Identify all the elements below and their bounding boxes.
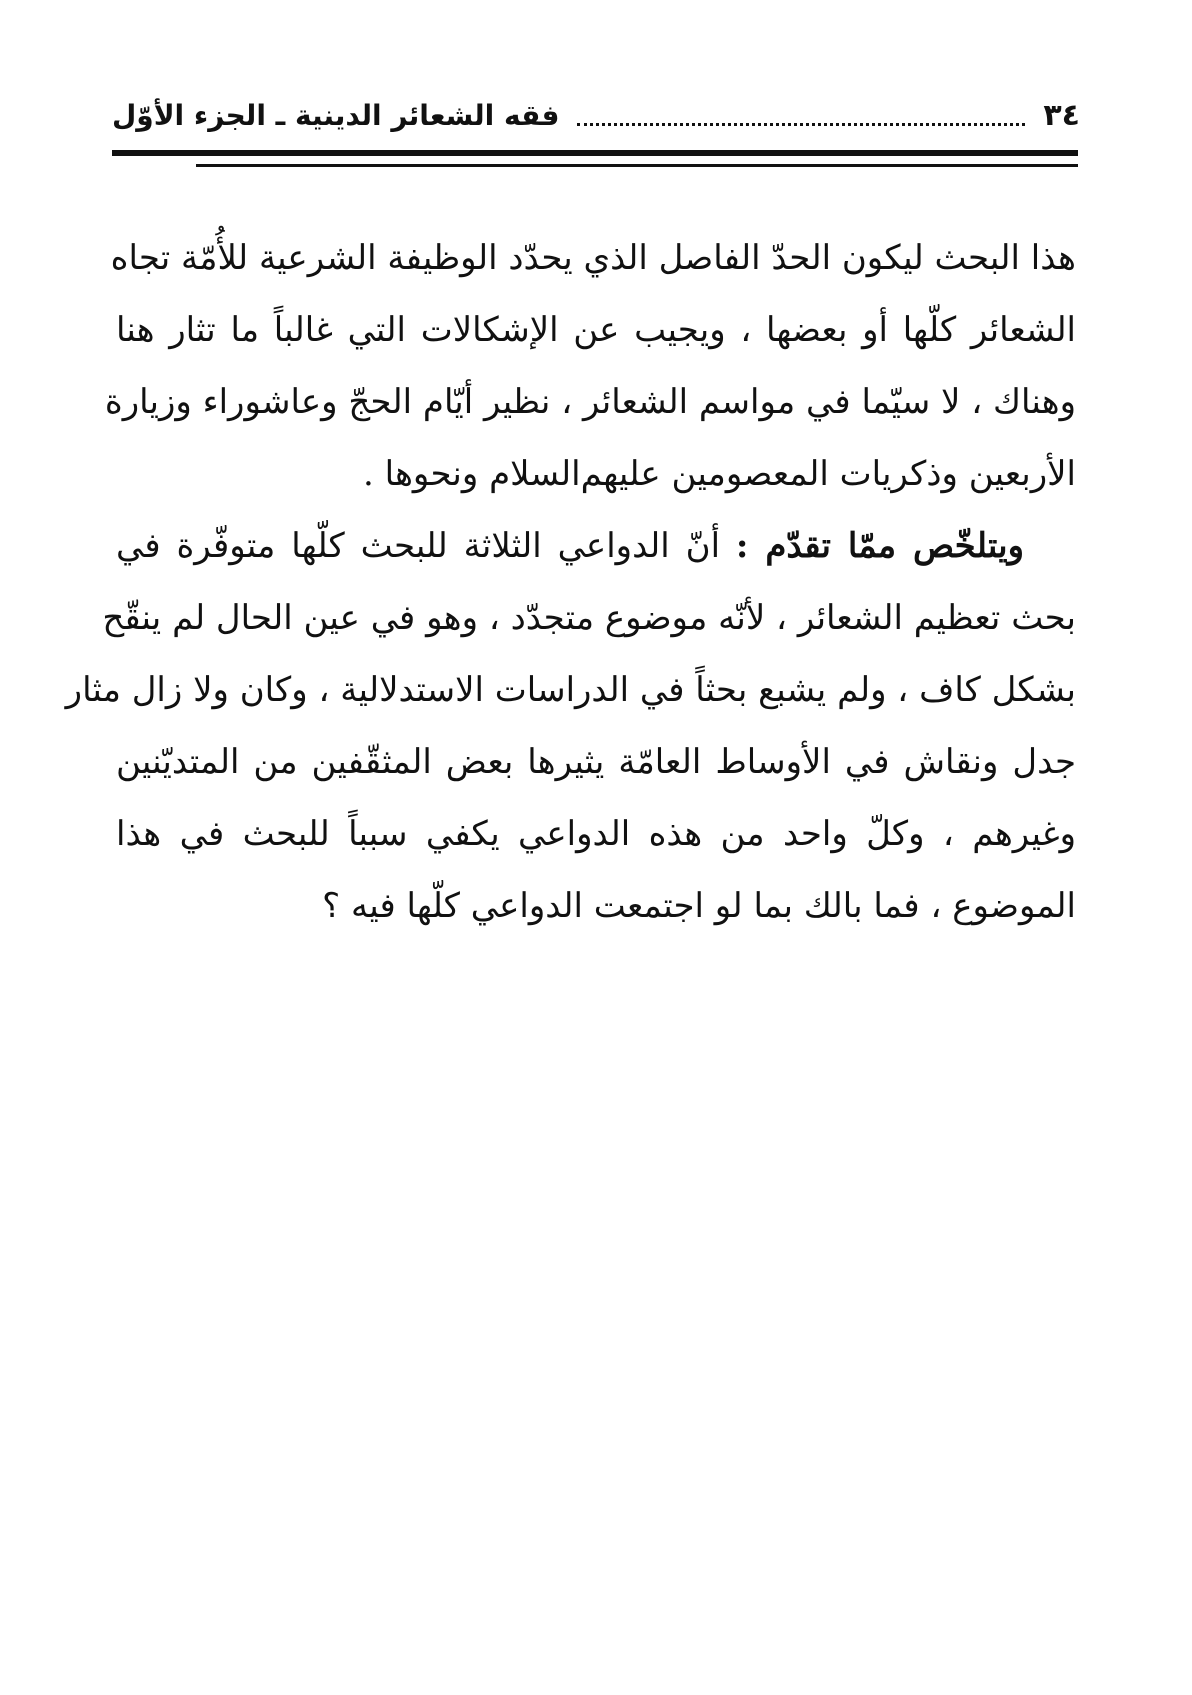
text-line: الموضوع ، فما بالك بما لو اجتمعت الدواعي كلّها فيه ؟ — [322, 886, 1076, 926]
header-rule-thick — [112, 150, 1078, 156]
body-text — [65, 222, 1076, 942]
page-number: ٣٤ — [1043, 98, 1080, 133]
dotted-leader — [577, 122, 1025, 126]
text-line-rest: أنّ الدواعي الثلاثة للبحث كلّها متوفّرة في — [116, 526, 721, 566]
text-line: هذا البحث ليكون الحدّ الفاصل الذي يحدّد الوظيفة الشرعية للأُمّة تجاه — [110, 238, 1076, 278]
text-line: بشكل كاف ، ولم يشبع بحثاً في الدراسات الاستدلالية ، وكان ولا زال مثار — [65, 670, 1076, 710]
header-rule-thin — [196, 164, 1078, 167]
text-line — [116, 510, 1076, 582]
running-title: فقه الشعائر الدينية ـ الجزء الأوّل — [112, 99, 560, 132]
text-line: جدل ونقاش في الأوساط العامّة يثيرها بعض المثقّفين من المتديّنين — [116, 742, 1076, 782]
text-line: الشعائر كلّها أو بعضها ، ويجيب عن الإشكالات التي غالباً ما تثار هنا — [116, 310, 1076, 350]
text-line: وهناك ، لا سيّما في مواسم الشعائر ، نظير أيّام الحجّ وعاشوراء وزيارة — [104, 382, 1076, 422]
text-line: وغيرهم ، وكلّ واحد من هذه الدواعي يكفي سبباً للبحث في هذا — [116, 814, 1076, 854]
paragraph-2 — [65, 510, 1076, 942]
paragraph-1 — [104, 222, 1076, 510]
text-line: بحث تعظيم الشعائر ، لأنّه موضوع متجدّد ، وهو في عين الحال لم ينقّح — [102, 598, 1076, 638]
text-line: الأربعين وذكريات المعصومين عليهم‌السلام ونحوها . — [363, 454, 1076, 494]
paragraph-lead: ويتلخّص ممّا تقدّم : — [735, 526, 1024, 566]
page-header — [112, 80, 1080, 136]
